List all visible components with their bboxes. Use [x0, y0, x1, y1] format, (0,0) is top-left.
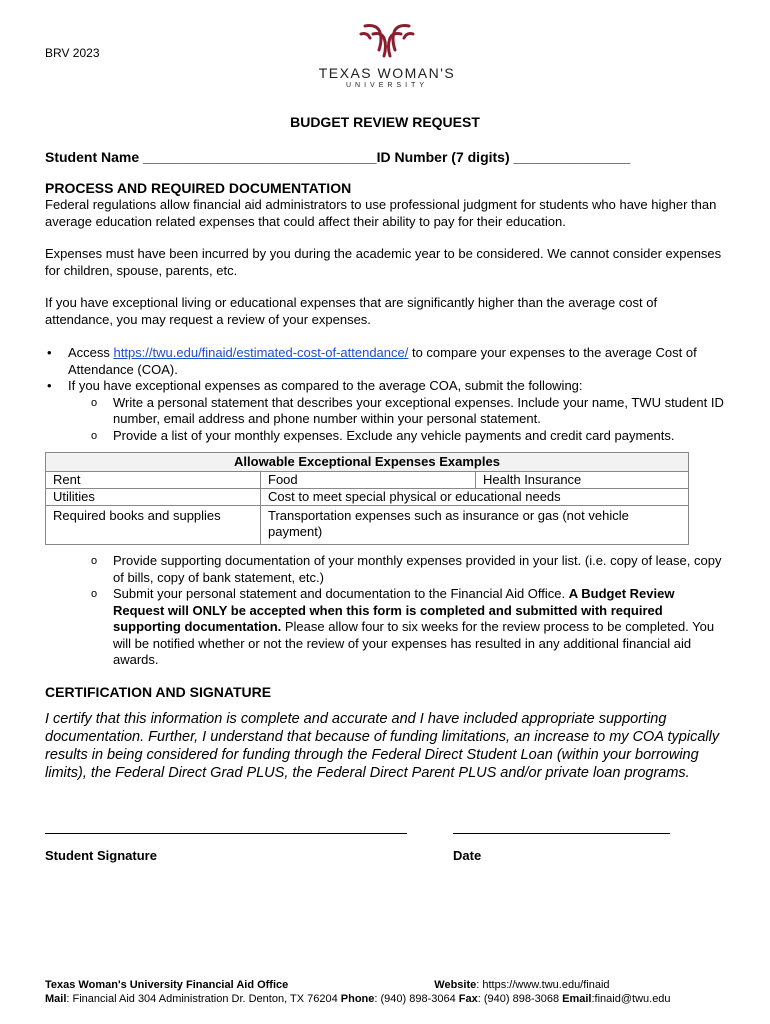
instructions-list-continued	[45, 553, 725, 669]
page-title: BUDGET REVIEW REQUEST	[290, 114, 480, 130]
list-item: o Provide a list of your monthly expenses. Exclude any vehicle payments and credit card payments.	[91, 427, 675, 443]
footer-website[interactable]: : https://www.twu.edu/finaid	[476, 979, 610, 991]
date-label: Date	[453, 848, 482, 863]
circle-bullet-icon: o	[91, 555, 98, 567]
list-item: o Provide supporting documentation of your monthly expenses provided in your list. (i.e. copy of lease, copy of bills, copy of bank statement, etc.)	[91, 553, 722, 585]
bullet-icon: •	[47, 345, 52, 360]
footer-email[interactable]: :finaid@twu.edu	[591, 993, 671, 1005]
certification-text: I certify that this information is complete and accurate and I have included appropriate supporting documentation. Further, I understand that because of funding limitations, an increase to my COA typically results in being considered for funding through the Federal Direct Student Loan (within your borrowing limits), the Federal Direct Grad PLUS, the Federal Direct Parent PLUS and/or private loan programs.	[45, 711, 720, 781]
expenses-table	[45, 452, 689, 545]
list-item: • Access https://twu.edu/finaid/estimated-cost-of-attendance/ to compare your expenses to the average Cost of Attendance (COA).	[47, 345, 697, 377]
paragraph-regulations: Federal regulations allow financial aid administrators to use professional judgment for students who have higher than average education related expenses that could affect their ability to pay for their education.	[45, 197, 717, 229]
list-item: o Submit your personal statement and documentation to the Financial Aid Office. A Budget Review Request will ONLY be accepted when this form is completed and submitted with required supporting documentation. Please allow four to six weeks for the review process to be completed. You will be notified whether or not the review of your expenses has resulted in any additional financial aid awards.	[91, 586, 715, 667]
process-heading: PROCESS AND REQUIRED DOCUMENTATION	[45, 180, 352, 196]
logo-wordmark: TEXAS WOMAN'S	[318, 65, 456, 81]
table-row: Rent Food Health Insurance	[46, 472, 689, 489]
footer-mail: : Financial Aid 304 Administration Dr. Denton, TX 76204	[66, 993, 341, 1005]
coa-link[interactable]: https://twu.edu/finaid/estimated-cost-of-attendance/	[113, 345, 409, 360]
footer-office: Texas Woman's University Financial Aid Office	[45, 979, 289, 991]
instructions-list	[45, 345, 735, 444]
table-header: Allowable Exceptional Expenses Examples	[46, 453, 689, 472]
footer-fax: : (940) 898-3068	[477, 993, 563, 1005]
footer: Texas Woman's University Financial Aid Office Website: https://www.twu.edu/finaid Mail: Financial Aid 304 Administration Dr. Denton, TX 76204 Phone: (940) 898-3064 Fax: (940) 898-3068 Email:finaid@twu.edu	[45, 979, 671, 1005]
date-line[interactable]	[453, 833, 670, 834]
circle-bullet-icon: o	[91, 588, 98, 600]
form-code: BRV 2023	[45, 46, 100, 60]
circle-bullet-icon: o	[91, 429, 98, 442]
bullet-icon: •	[47, 378, 52, 393]
table-row: Utilities Cost to meet special physical or educational needs	[46, 489, 689, 506]
id-number-field[interactable]: ID Number (7 digits) _______________	[376, 149, 631, 165]
signature-line[interactable]	[45, 833, 407, 834]
footer-phone: : (940) 898-3064	[374, 993, 459, 1005]
table-row: Required books and supplies Transportation expenses such as insurance or gas (not vehicle payment)	[46, 506, 689, 545]
logo-subtitle: UNIVERSITY	[345, 82, 428, 89]
circle-bullet-icon: o	[91, 396, 98, 409]
certification-heading: CERTIFICATION AND SIGNATURE	[45, 684, 272, 700]
signature-label: Student Signature	[45, 848, 157, 863]
student-info-row	[45, 149, 630, 165]
twu-emblem-icon	[357, 20, 417, 60]
student-name-field[interactable]: Student Name ______________________________	[45, 149, 377, 165]
list-item: • If you have exceptional expenses as compared to the average COA, submit the following: o Write a personal statement that describes your exceptional expenses. Include your name, TWU student ID number, email address and phone number within your personal statement. o Provide a list of your monthly expenses. Exclude any vehicle payments and credit card payments.	[45, 378, 735, 444]
paragraph-expenses-incurred: Expenses must have been incurred by you during the academic year to be considered. We cannot consider expenses for children, spouse, parents, etc.	[45, 246, 722, 278]
paragraph-exceptional: If you have exceptional living or educational expenses that are significantly higher than the average cost of attendance, you may request a review of your expenses.	[45, 295, 658, 327]
list-item: o Write a personal statement that describes your exceptional expenses. Include your name, TWU student ID number, email address and phone number within your personal statement.	[91, 394, 724, 426]
university-logo	[307, 20, 467, 89]
